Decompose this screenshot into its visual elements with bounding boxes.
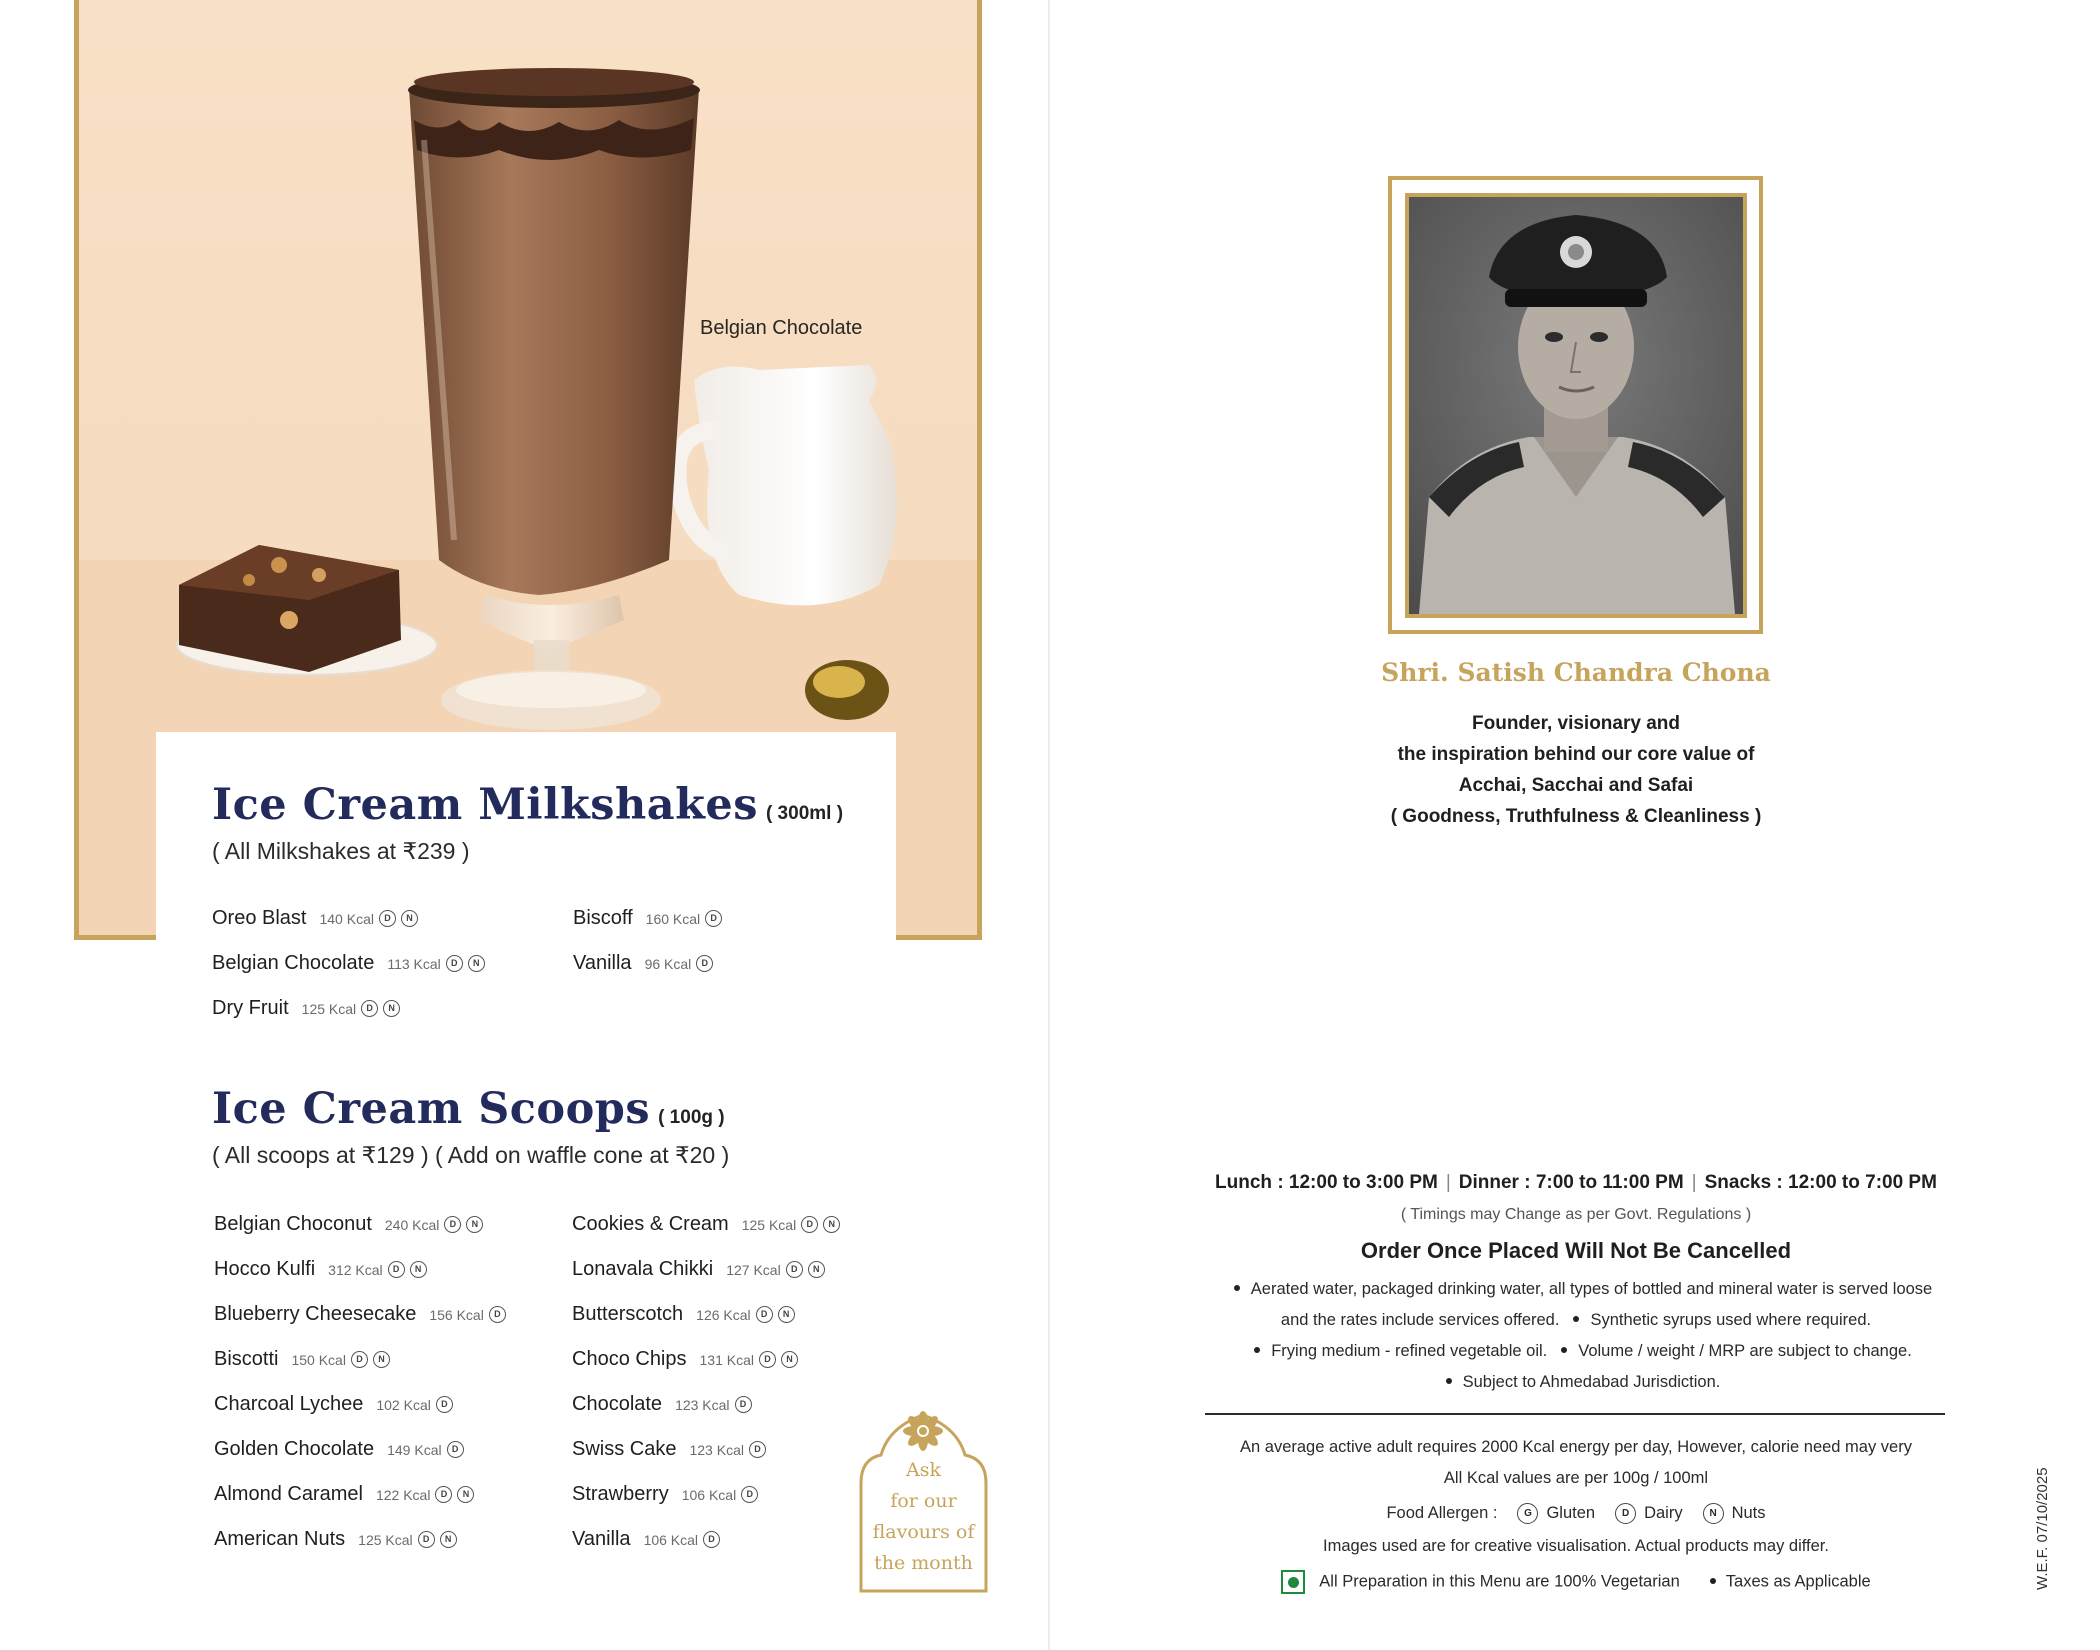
milkshakes-title: Ice Cream Milkshakes ( 300ml )	[212, 780, 844, 830]
energy-note: An average active adult requires 2000 Kcal energy per day, However, calorie need may very	[1240, 1438, 1912, 1456]
nuts-icon: N	[823, 1216, 840, 1233]
policy-rules: Aerated water, packaged drinking water, all types of bottled and mineral water is served loose and the rates include services offered. Synthetic syrups used where required. Frying medium - refined vegetable oil. Volume / weight / MRP are subject to change. Subject to Ahmedabad Jurisdiction.	[1205, 1274, 1947, 1398]
scoops-price-note: ( All scoops at ₹129 ) ( Add on waffle cone at ₹20 )	[212, 1142, 730, 1168]
dairy-icon: D	[741, 1486, 758, 1503]
nuts-icon: N	[468, 955, 485, 972]
dairy-icon: D	[801, 1216, 818, 1233]
menu-item: Choco Chips 131 Kcal D N	[572, 1348, 798, 1371]
images-disclaimer: Images used are for creative visualisation. Actual products may differ.	[1323, 1537, 1829, 1555]
nuts-icon: N	[466, 1216, 483, 1233]
section-divider	[1205, 1413, 1945, 1415]
kcal-basis-note: All Kcal values are per 100g / 100ml	[1443, 1469, 1709, 1487]
dairy-icon: D	[361, 1000, 378, 1017]
dairy-icon: D	[444, 1216, 461, 1233]
nuts-icon: N	[457, 1486, 474, 1503]
menu-item: Vanilla 96 Kcal D	[573, 952, 713, 975]
dairy-icon: D	[435, 1486, 452, 1503]
milkshakes-price-note: ( All Milkshakes at ₹239 )	[212, 838, 470, 864]
gluten-icon: G	[1517, 1503, 1538, 1524]
menu-item: Belgian Chocolate 113 Kcal D N	[212, 952, 485, 975]
dairy-icon: D	[388, 1261, 405, 1278]
dairy-icon: D	[759, 1351, 776, 1368]
nuts-icon: N	[410, 1261, 427, 1278]
page-fold	[1048, 0, 1050, 1650]
nuts-icon: N	[808, 1261, 825, 1278]
dairy-icon: D	[489, 1306, 506, 1323]
menu-item: Strawberry 106 Kcal D	[572, 1483, 758, 1506]
effective-date: W.E.F. 07/10/2025	[2034, 1467, 2051, 1590]
founder-portrait	[1405, 193, 1747, 618]
founder-photo	[1409, 197, 1743, 614]
menu-item: Butterscotch 126 Kcal D N	[572, 1303, 795, 1326]
nuts-icon: N	[373, 1351, 390, 1368]
nuts-icon: N	[383, 1000, 400, 1017]
menu-item: Hocco Kulfi 312 Kcal D N	[214, 1258, 427, 1281]
veg-mark-icon	[1281, 1570, 1305, 1594]
menu-item: Oreo Blast 140 Kcal D N	[212, 907, 418, 930]
dairy-icon: D	[749, 1441, 766, 1458]
menu-item: American Nuts 125 Kcal D N	[214, 1528, 457, 1551]
nuts-icon: N	[778, 1306, 795, 1323]
cancellation-policy: Order Once Placed Will Not Be Cancelled	[1360, 1238, 1792, 1263]
dairy-icon: D	[703, 1531, 720, 1548]
dairy-icon: D	[705, 910, 722, 927]
dairy-icon: D	[446, 955, 463, 972]
menu-item: Dry Fruit 125 Kcal D N	[212, 997, 400, 1020]
nuts-icon: N	[781, 1351, 798, 1368]
menu-item: Lonavala Chikki 127 Kcal D N	[572, 1258, 825, 1281]
dairy-icon: D	[735, 1396, 752, 1413]
dairy-icon: D	[447, 1441, 464, 1458]
menu-item: Golden Chocolate 149 Kcal D	[214, 1438, 464, 1461]
dairy-icon: D	[418, 1531, 435, 1548]
dairy-icon: D	[786, 1261, 803, 1278]
hero-caption: Belgian Chocolate	[700, 317, 863, 339]
dairy-icon: D	[379, 910, 396, 927]
menu-item: Biscotti 150 Kcal D N	[214, 1348, 390, 1371]
allergen-legend: Food Allergen : G Gluten D Dairy N Nuts	[1386, 1504, 1766, 1522]
service-timings: Lunch : 12:00 to 3:00 PM | Dinner : 7:00 to 11:00 PM | Snacks : 12:00 to 7:00 PM	[1215, 1172, 1937, 1193]
badge-text: Ask for our flavours of the month	[872, 1459, 975, 1574]
nuts-icon: N	[1703, 1503, 1724, 1524]
menu-item: Swiss Cake 123 Kcal D	[572, 1438, 766, 1461]
dairy-icon: D	[351, 1351, 368, 1368]
dairy-icon: D	[696, 955, 713, 972]
menu-item: Charcoal Lychee 102 Kcal D	[214, 1393, 453, 1416]
nuts-icon: N	[440, 1531, 457, 1548]
dairy-icon: D	[436, 1396, 453, 1413]
menu-item: Chocolate 123 Kcal D	[572, 1393, 752, 1416]
menu-item: Almond Caramel 122 Kcal D N	[214, 1483, 474, 1506]
menu-item: Belgian Choconut 240 Kcal D N	[214, 1213, 483, 1236]
nuts-icon: N	[401, 910, 418, 927]
menu-item: Biscoff 160 Kcal D	[573, 907, 722, 930]
flavour-of-month-badge	[855, 1393, 992, 1593]
dairy-icon: D	[756, 1306, 773, 1323]
menu-item: Vanilla 106 Kcal D	[572, 1528, 720, 1551]
menu-item: Cookies & Cream 125 Kcal D N	[572, 1213, 840, 1236]
veg-and-taxes: All Preparation in this Menu are 100% Vegetarian Taxes as Applicable	[1205, 1570, 1947, 1594]
timings-note: ( Timings may Change as per Govt. Regulations )	[1400, 1206, 1752, 1223]
dairy-icon: D	[1615, 1503, 1636, 1524]
scoops-title: Ice Cream Scoops ( 100g )	[212, 1084, 725, 1134]
founder-name: Shri. Satish Chandra Chona	[1381, 658, 1771, 687]
menu-item: Blueberry Cheesecake 156 Kcal D	[214, 1303, 506, 1326]
founder-description: Founder, visionary and the inspiration behind our core value of Acchai, Sacchai and Safai ( Goodness, Truthfulness & Cleanliness )	[1390, 713, 1762, 827]
